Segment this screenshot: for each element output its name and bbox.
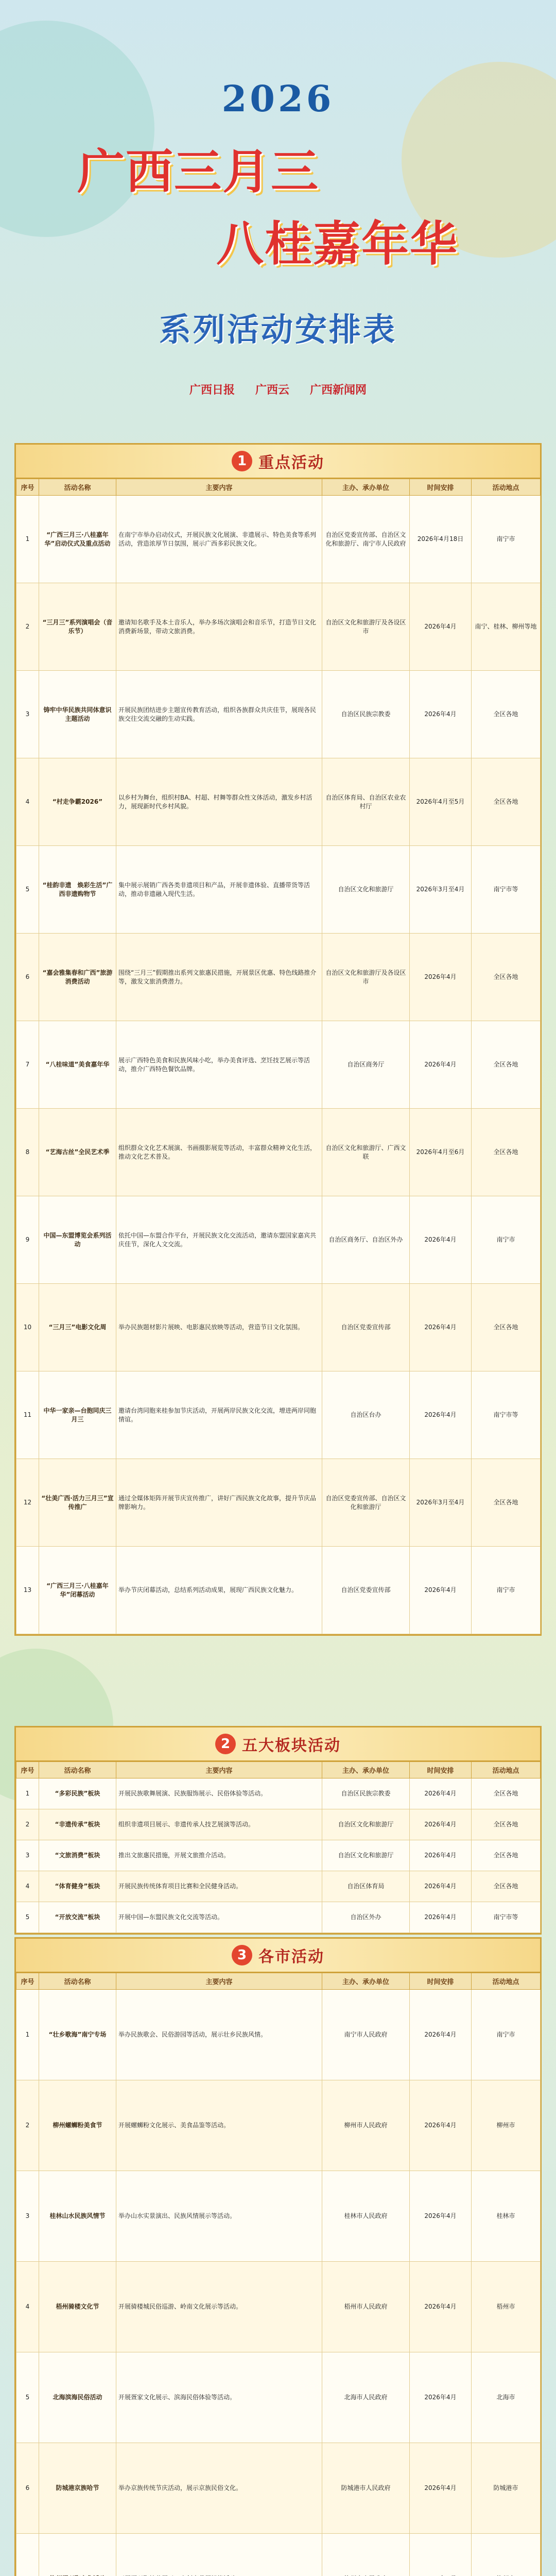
- table-row: [16, 671, 541, 758]
- cell-place: 梧州市: [472, 2262, 541, 2352]
- section-title: 各市活动: [258, 1948, 324, 1966]
- cell-place: 北海市: [472, 2352, 541, 2443]
- cell-place: 南宁市等: [472, 1902, 541, 1933]
- cell-time: 2026年4月: [410, 1809, 472, 1840]
- logo-gxnews: 广西新闻网: [310, 384, 367, 397]
- cell-content: 开展骑楼城民俗巡游、岭南文化展示等活动。: [116, 2262, 322, 2352]
- cell-content: 举办京族传统节庆活动，展示京族民俗文化。: [116, 2443, 322, 2534]
- column-header: 活动名称: [39, 479, 116, 496]
- cell-n: 4: [16, 758, 39, 846]
- cell-time: 2026年4月: [410, 1547, 472, 1634]
- cell-time: 2026年4月: [410, 1021, 472, 1109]
- section-header: [16, 1727, 540, 1761]
- cell-name: “村走争霸2026”: [39, 758, 116, 846]
- cell-time: 2026年4月: [410, 2352, 472, 2443]
- cell-n: 3: [16, 2171, 39, 2262]
- table-row: [16, 846, 541, 934]
- table-row: [16, 583, 541, 671]
- table-row: [16, 1459, 541, 1547]
- table-row: [16, 1547, 541, 1634]
- cell-content: 集中展示展销广西各类非遗项目和产品，开展非遗体验、直播带货等活动，推动非遗融入现代生活。: [116, 846, 322, 934]
- cell-org: 自治区台办: [322, 1371, 410, 1459]
- cell-org: [322, 2534, 410, 2576]
- table-row: [16, 1809, 541, 1840]
- cell-time: [410, 2534, 472, 2576]
- cell-place: 南宁市: [472, 1196, 541, 1284]
- title-line1: 广西三月三: [77, 144, 320, 199]
- cell-content: 展示广西特色美食和民族风味小吃，举办美食评选、烹饪技艺展示等活动，推介广西特色餐饮品牌。: [116, 1021, 322, 1109]
- cell-name: “嘉会雅集春和广西”旅游消费活动: [39, 934, 116, 1021]
- cell-org: 自治区体育局、自治区农业农村厅: [322, 758, 410, 846]
- cell-org: 自治区商务厅、自治区外办: [322, 1196, 410, 1284]
- column-header: 主要内容: [116, 1973, 322, 1990]
- table-row: [16, 1109, 541, 1196]
- table-row: [16, 1871, 541, 1902]
- cell-org: 自治区党委宣传部、自治区文化和旅游厅、南宁市人民政府: [322, 496, 410, 583]
- cell-org: 自治区文化和旅游厅及各设区市: [322, 583, 410, 671]
- cell-content: 举办节庆闭幕活动，总结系列活动成果，展现广西民族文化魅力。: [116, 1547, 322, 1634]
- cell-content: 通过全媒体矩阵开展节庆宣传推广，讲好广西民族文化故事，提升节庆品牌影响力。: [116, 1459, 322, 1547]
- cell-time: 2026年4月: [410, 1371, 472, 1459]
- cell-place: 防城港市: [472, 2443, 541, 2534]
- cell-org: 自治区党委宣传部: [322, 1284, 410, 1371]
- logo-guangxi-daily: 广西日报: [189, 384, 235, 397]
- column-header: 主办、承办单位: [322, 1973, 410, 1990]
- cell-name: “广西三月三·八桂嘉年华”启动仪式及重点活动: [39, 496, 116, 583]
- section-number: 1: [232, 451, 252, 471]
- cell-org: 南宁市人民政府: [322, 1990, 410, 2080]
- cell-time: 2026年4月: [410, 1840, 472, 1871]
- cell-place: 全区各地: [472, 1778, 541, 1809]
- table-row: [16, 2262, 541, 2352]
- activity-table: [16, 479, 541, 1634]
- column-header: 序号: [16, 479, 39, 496]
- column-header: 活动地点: [472, 479, 541, 496]
- cell-name: “体育健身”板块: [39, 1871, 116, 1902]
- cell-org: 自治区民族宗教委: [322, 1778, 410, 1809]
- cell-time: 2026年4月: [410, 1990, 472, 2080]
- section-number: 2: [215, 1734, 236, 1754]
- cell-name: “广西三月三·八桂嘉年华”闭幕活动: [39, 1547, 116, 1634]
- cell-content: 组织非遗项目展示、非遗传承人技艺展演等活动。: [116, 1809, 322, 1840]
- cell-n: 12: [16, 1459, 39, 1547]
- cell-n: 2: [16, 1809, 39, 1840]
- cell-n: 6: [16, 2443, 39, 2534]
- cell-n: 5: [16, 2352, 39, 2443]
- cell-time: 2026年4月: [410, 671, 472, 758]
- cell-n: [16, 2534, 39, 2576]
- cell-content: 在南宁市举办启动仪式，开展民族文化展演、非遗展示、特色美食等系列活动，营造浓厚节日氛围，展示广西多彩民族文化。: [116, 496, 322, 583]
- cell-org: 自治区商务厅: [322, 1021, 410, 1109]
- cell-place: 全区各地: [472, 1284, 541, 1371]
- table-row: [16, 1778, 541, 1809]
- cell-content: 开展民族歌舞展演、民族服饰展示、民俗体验等活动。: [116, 1778, 322, 1809]
- cell-time: 2026年4月: [410, 2080, 472, 2171]
- cell-content: 组织群众文化艺术展演、书画摄影展览等活动，丰富群众精神文化生活，推动文化艺术普及。: [116, 1109, 322, 1196]
- column-header: 活动名称: [39, 1973, 116, 1990]
- table-row: [16, 2080, 541, 2171]
- cell-name: “八桂味道”美食嘉年华: [39, 1021, 116, 1109]
- cell-org: 自治区外办: [322, 1902, 410, 1933]
- section-number: 3: [232, 1945, 252, 1965]
- cell-time: 2026年3月至4月: [410, 846, 472, 934]
- cell-n: 2: [16, 583, 39, 671]
- cell-n: 1: [16, 1990, 39, 2080]
- table-row: [16, 934, 541, 1021]
- cell-n: 5: [16, 1902, 39, 1933]
- table-row: [16, 1196, 541, 1284]
- cell-org: 桂林市人民政府: [322, 2171, 410, 2262]
- cell-n: 1: [16, 1778, 39, 1809]
- cell-content: 开展中国—东盟民族文化交流等活动。: [116, 1902, 322, 1933]
- cell-place: [472, 2534, 541, 2576]
- cell-n: 2: [16, 2080, 39, 2171]
- year-title: 2026: [221, 77, 335, 120]
- cell-place: 全区各地: [472, 934, 541, 1021]
- table-row: [16, 2534, 541, 2576]
- cell-org: 自治区文化和旅游厅、广西文联: [322, 1109, 410, 1196]
- header: [0, 0, 556, 272]
- cell-org: 自治区体育局: [322, 1871, 410, 1902]
- cell-name: “壮美广西·活力三月三”宣传推广: [39, 1459, 116, 1547]
- table-header-row: [16, 479, 541, 496]
- table-row: [16, 1021, 541, 1109]
- cell-time: 2026年3月至4月: [410, 1459, 472, 1547]
- section-city-activities: [14, 1937, 542, 2576]
- cell-time: 2026年4月: [410, 1284, 472, 1371]
- cell-name: “壮乡歌海”南宁专场: [39, 1990, 116, 2080]
- activity-table: [16, 1761, 541, 1933]
- cell-name: “开放交流”板块: [39, 1902, 116, 1933]
- cell-time: 2026年4月: [410, 1196, 472, 1284]
- table-row: [16, 1990, 541, 2080]
- cell-time: 2026年4月至5月: [410, 758, 472, 846]
- cell-org: 自治区文化和旅游厅: [322, 1840, 410, 1871]
- cell-org: 北海市人民政府: [322, 2352, 410, 2443]
- section-title: 五大板块活动: [242, 1737, 341, 1755]
- table-row: [16, 2171, 541, 2262]
- column-header: 活动地点: [472, 1973, 541, 1990]
- column-header: 活动地点: [472, 1762, 541, 1778]
- column-header: 时间安排: [410, 1762, 472, 1778]
- cell-name: 中国—东盟博览会系列活动: [39, 1196, 116, 1284]
- cell-name: “桂韵非遗 焕彩生活”广西非遗购物节: [39, 846, 116, 934]
- cell-place: 全区各地: [472, 1871, 541, 1902]
- cell-content: 依托中国—东盟合作平台，开展民族文化交流活动，邀请东盟国家嘉宾共庆佳节，深化人文交流。: [116, 1196, 322, 1284]
- cell-time: 2026年4月: [410, 1778, 472, 1809]
- column-header: 主要内容: [116, 479, 322, 496]
- cell-org: 自治区党委宣传部: [322, 1547, 410, 1634]
- section-title: 重点活动: [258, 454, 324, 472]
- cell-name: “三月三”系列演唱会（音乐节）: [39, 583, 116, 671]
- cell-n: 3: [16, 671, 39, 758]
- cell-place: 全区各地: [472, 1809, 541, 1840]
- cell-org: 防城港市人民政府: [322, 2443, 410, 2534]
- cell-name: 北海滨海民俗活动: [39, 2352, 116, 2443]
- cell-n: 3: [16, 1840, 39, 1871]
- cell-n: 5: [16, 846, 39, 934]
- cell-content: 开展疍家文化展示、滨海民俗体验等活动。: [116, 2352, 322, 2443]
- column-header: 时间安排: [410, 1973, 472, 1990]
- cell-place: 南宁市: [472, 496, 541, 583]
- cell-content: 邀请知名歌手及本土音乐人，举办多场次演唱会和音乐节，打造节日文化消费新场景，带动文旅消费。: [116, 583, 322, 671]
- cell-name: 桂林山水民族风情节: [39, 2171, 116, 2262]
- cell-name: 中华一家亲—台胞同庆三月三: [39, 1371, 116, 1459]
- cell-time: 2026年4月: [410, 583, 472, 671]
- cell-content: 举办民族题材影片展映、电影惠民放映等活动，营造节日文化氛围。: [116, 1284, 322, 1371]
- cell-time: 2026年4月: [410, 2262, 472, 2352]
- cell-org: 自治区党委宣传部、自治区文化和旅游厅: [322, 1459, 410, 1547]
- cell-place: 南宁、桂林、柳州等地: [472, 583, 541, 671]
- cell-org: 自治区文化和旅游厅: [322, 1809, 410, 1840]
- cell-content: 开展民族传统体育项目比赛和全民健身活动。: [116, 1871, 322, 1902]
- cell-n: 4: [16, 1871, 39, 1902]
- cell-n: 6: [16, 934, 39, 1021]
- cell-time: 2026年4月: [410, 1902, 472, 1933]
- cell-place: 桂林市: [472, 2171, 541, 2262]
- cell-name: 防城港京族哈节: [39, 2443, 116, 2534]
- column-header: 主办、承办单位: [322, 1762, 410, 1778]
- cell-name: “艺海古丝”全民艺术季: [39, 1109, 116, 1196]
- cell-place: 全区各地: [472, 758, 541, 846]
- cell-org: 自治区文化和旅游厅及各设区市: [322, 934, 410, 1021]
- cell-org: 柳州市人民政府: [322, 2080, 410, 2171]
- column-header: 序号: [16, 1762, 39, 1778]
- table-body: [16, 1778, 541, 1933]
- section-header: [16, 1939, 540, 1973]
- column-header: 时间安排: [410, 479, 472, 496]
- column-header: 序号: [16, 1973, 39, 1990]
- table-row: [16, 2352, 541, 2443]
- cell-place: 南宁市等: [472, 846, 541, 934]
- table-row: [16, 2443, 541, 2534]
- section-header: [16, 445, 540, 479]
- cell-name: 柳州螺蛳粉美食节: [39, 2080, 116, 2171]
- cell-content: 举办山水实景演出、民族风情展示等活动。: [116, 2171, 322, 2262]
- cell-place: 南宁市: [472, 1990, 541, 2080]
- cell-n: 10: [16, 1284, 39, 1371]
- table-body: [16, 496, 541, 1634]
- cell-place: 全区各地: [472, 671, 541, 758]
- cell-content: [116, 2534, 322, 2576]
- cell-org: 自治区文化和旅游厅: [322, 846, 410, 934]
- table-row: [16, 1902, 541, 1933]
- cell-n: 7: [16, 1021, 39, 1109]
- cell-n: 4: [16, 2262, 39, 2352]
- cell-content: 开展民族团结进步主题宣传教育活动，组织各族群众共庆佳节，展现各民族交往交流交融的生动实践。: [116, 671, 322, 758]
- cell-name: “非遗传承”板块: [39, 1809, 116, 1840]
- logo-guangxi-cloud: 广西云: [255, 384, 289, 397]
- cell-n: 11: [16, 1371, 39, 1459]
- table-header-row: [16, 1762, 541, 1778]
- cell-place: 南宁市等: [472, 1371, 541, 1459]
- cell-time: 2026年4月18日: [410, 496, 472, 583]
- cell-content: 围绕“三月三”假期推出系列文旅惠民措施，开展景区优惠、特色线路推介等，激发文旅消费潜力。: [116, 934, 322, 1021]
- cell-place: 全区各地: [472, 1459, 541, 1547]
- cell-content: 推出文旅惠民措施，开展文旅推介活动。: [116, 1840, 322, 1871]
- column-header: 活动名称: [39, 1762, 116, 1778]
- cell-name: 铸牢中华民族共同体意识主题活动: [39, 671, 116, 758]
- cell-org: 梧州市人民政府: [322, 2262, 410, 2352]
- table-row: [16, 496, 541, 583]
- table-row: [16, 1371, 541, 1459]
- cell-time: 2026年4月: [410, 1871, 472, 1902]
- table-row: [16, 758, 541, 846]
- cell-n: 8: [16, 1109, 39, 1196]
- section-five-blocks: [14, 1726, 542, 1935]
- cell-content: 以乡村为舞台，组织村BA、村超、村舞等群众性文体活动，激发乡村活力，展现新时代乡村风貌。: [116, 758, 322, 846]
- cell-name: [39, 2534, 116, 2576]
- cell-place: 南宁市: [472, 1547, 541, 1634]
- cell-name: “文旅消费”板块: [39, 1840, 116, 1871]
- section-key-activities: [14, 443, 542, 1636]
- cell-place: 柳州市: [472, 2080, 541, 2171]
- cell-time: 2026年4月至6月: [410, 1109, 472, 1196]
- table-row: [16, 1840, 541, 1871]
- logo-bar: [0, 381, 556, 397]
- cell-time: 2026年4月: [410, 934, 472, 1021]
- column-header: 主办、承办单位: [322, 479, 410, 496]
- cell-name: 梧州骑楼文化节: [39, 2262, 116, 2352]
- cell-n: 13: [16, 1547, 39, 1634]
- table-row: [16, 1284, 541, 1371]
- cell-org: 自治区民族宗教委: [322, 671, 410, 758]
- cell-content: 开展螺蛳粉文化展示、美食品鉴等活动。: [116, 2080, 322, 2171]
- cell-place: 全区各地: [472, 1109, 541, 1196]
- cell-name: “多彩民族”板块: [39, 1778, 116, 1809]
- cell-content: 举办民族歌会、民俗游园等活动，展示壮乡民族风情。: [116, 1990, 322, 2080]
- table-header-row: [16, 1973, 541, 1990]
- cell-content: 邀请台湾同胞来桂参加节庆活动，开展两岸民族文化交流，增进两岸同胞情谊。: [116, 1371, 322, 1459]
- title-line2: 八桂嘉年华: [216, 216, 459, 272]
- cell-n: 1: [16, 496, 39, 583]
- cell-time: 2026年4月: [410, 2171, 472, 2262]
- cell-place: 全区各地: [472, 1840, 541, 1871]
- column-header: 主要内容: [116, 1762, 322, 1778]
- activity-table: [16, 1973, 541, 2576]
- table-body: [16, 1990, 541, 2576]
- cell-name: “三月三”电影文化周: [39, 1284, 116, 1371]
- cell-time: 2026年4月: [410, 2443, 472, 2534]
- page-subtitle: 系列活动安排表: [159, 311, 397, 348]
- cell-place: 全区各地: [472, 1021, 541, 1109]
- cell-n: 9: [16, 1196, 39, 1284]
